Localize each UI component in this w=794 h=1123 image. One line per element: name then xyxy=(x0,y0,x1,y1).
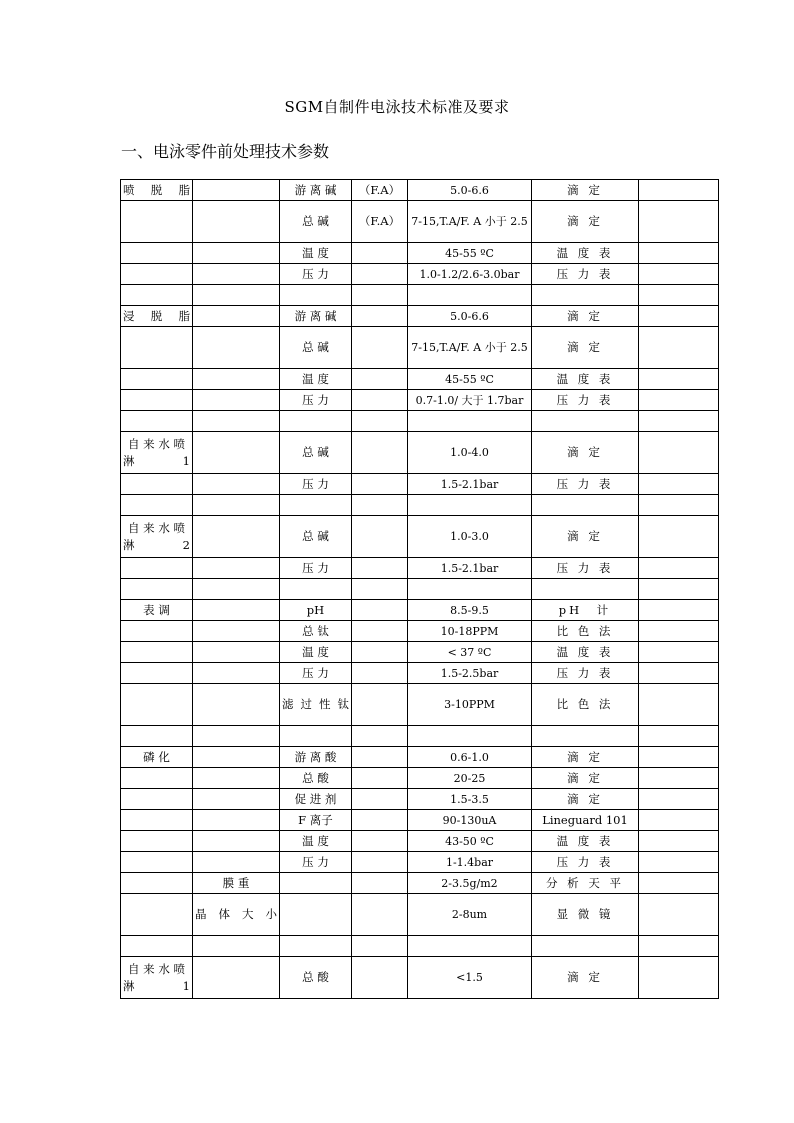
unit-cell xyxy=(352,936,408,957)
parameter-cell xyxy=(280,726,352,747)
unit-cell xyxy=(352,642,408,663)
process-name-cell xyxy=(121,579,193,600)
unit-cell xyxy=(352,789,408,810)
sub-item-cell xyxy=(193,243,280,264)
parameter-cell: 总 酸 xyxy=(280,957,352,999)
process-name-cell xyxy=(121,243,193,264)
unit-cell xyxy=(352,957,408,999)
remark-cell xyxy=(639,873,719,894)
table-row xyxy=(121,327,719,369)
test-method-cell: 滴 定 xyxy=(532,201,639,243)
standard-value-cell: 1.5-3.5 xyxy=(408,789,532,810)
remark-cell xyxy=(639,285,719,306)
table-row xyxy=(121,831,719,852)
unit-cell: （F.A） xyxy=(352,180,408,201)
unit-cell xyxy=(352,726,408,747)
parameter-cell: pH xyxy=(280,600,352,621)
process-name-cell: 自 来 水 喷 淋 1 xyxy=(121,432,193,474)
table-row xyxy=(121,642,719,663)
sub-item-cell xyxy=(193,831,280,852)
table-row xyxy=(121,810,719,831)
test-method-cell xyxy=(532,726,639,747)
sub-item-cell xyxy=(193,936,280,957)
process-name-cell xyxy=(121,201,193,243)
sub-item-cell xyxy=(193,432,280,474)
table-row xyxy=(121,201,719,243)
table-row xyxy=(121,789,719,810)
parameter-cell xyxy=(280,579,352,600)
remark-cell xyxy=(639,621,719,642)
remark-cell xyxy=(639,180,719,201)
parameter-cell xyxy=(280,894,352,936)
remark-cell xyxy=(639,747,719,768)
standard-value-cell xyxy=(408,495,532,516)
process-name-cell xyxy=(121,369,193,390)
sub-item-cell xyxy=(193,390,280,411)
table-row xyxy=(121,516,719,558)
parameter-cell: 总 钛 xyxy=(280,621,352,642)
table-row xyxy=(121,243,719,264)
process-name-cell xyxy=(121,327,193,369)
process-name-cell xyxy=(121,663,193,684)
standard-value-cell: 2-3.5g/m2 xyxy=(408,873,532,894)
standard-value-cell: 0.6-1.0 xyxy=(408,747,532,768)
test-method-cell: 压 力 表 xyxy=(532,852,639,873)
remark-cell xyxy=(639,474,719,495)
table-row xyxy=(121,432,719,474)
unit-cell xyxy=(352,306,408,327)
parameter-cell: 总 碱 xyxy=(280,201,352,243)
table-row xyxy=(121,852,719,873)
process-name-cell: 浸 脱 脂 xyxy=(121,306,193,327)
test-method-cell: 压 力 表 xyxy=(532,264,639,285)
standard-value-cell xyxy=(408,936,532,957)
standard-value-cell: 3-10PPM xyxy=(408,684,532,726)
test-method-cell: 显 微 镜 xyxy=(532,894,639,936)
unit-cell xyxy=(352,600,408,621)
table-row xyxy=(121,621,719,642)
standard-value-cell: 1-1.4bar xyxy=(408,852,532,873)
remark-cell xyxy=(639,894,719,936)
unit-cell xyxy=(352,411,408,432)
remark-cell xyxy=(639,390,719,411)
table-row xyxy=(121,369,719,390)
test-method-cell: 压 力 表 xyxy=(532,558,639,579)
test-method-cell: 滴 定 xyxy=(532,789,639,810)
unit-cell xyxy=(352,747,408,768)
unit-cell xyxy=(352,873,408,894)
process-name-cell xyxy=(121,873,193,894)
table-row xyxy=(121,306,719,327)
process-name-cell xyxy=(121,474,193,495)
standard-value-cell: 5.0-6.6 xyxy=(408,180,532,201)
test-method-cell: 滴 定 xyxy=(532,747,639,768)
sub-item-cell xyxy=(193,558,280,579)
process-name-cell xyxy=(121,558,193,579)
unit-cell xyxy=(352,243,408,264)
remark-cell xyxy=(639,201,719,243)
sub-item-cell xyxy=(193,201,280,243)
remark-cell xyxy=(639,789,719,810)
sub-item-cell xyxy=(193,306,280,327)
remark-cell xyxy=(639,642,719,663)
process-name-cell xyxy=(121,852,193,873)
standard-value-cell: 1.5-2.5bar xyxy=(408,663,532,684)
standard-value-cell: 10-18PPM xyxy=(408,621,532,642)
test-method-cell: 比 色 法 xyxy=(532,684,639,726)
test-method-cell: 滴 定 xyxy=(532,180,639,201)
standard-value-cell: 20-25 xyxy=(408,768,532,789)
standard-value-cell: 1.0-3.0 xyxy=(408,516,532,558)
standard-value-cell: 7-15,T.A/F. A 小于 2.5 xyxy=(408,201,532,243)
parameter-cell: 温 度 xyxy=(280,369,352,390)
parameter-cell: 促 进 剂 xyxy=(280,789,352,810)
parameter-cell: 总 碱 xyxy=(280,327,352,369)
remark-cell xyxy=(639,726,719,747)
standard-value-cell xyxy=(408,285,532,306)
remark-cell xyxy=(639,432,719,474)
test-method-cell: pH 计 xyxy=(532,600,639,621)
unit-cell: （F.A） xyxy=(352,201,408,243)
remark-cell xyxy=(639,579,719,600)
section-heading: 一、电泳零件前处理技术参数 xyxy=(121,142,330,161)
remark-cell xyxy=(639,264,719,285)
parameter-cell xyxy=(280,936,352,957)
test-method-cell xyxy=(532,579,639,600)
process-name-cell xyxy=(121,684,193,726)
process-name-cell xyxy=(121,495,193,516)
table-row xyxy=(121,684,719,726)
process-name-cell: 自 来 水 喷 淋 2 xyxy=(121,516,193,558)
parameter-cell: 温 度 xyxy=(280,243,352,264)
sub-item-cell: 膜 重 xyxy=(193,873,280,894)
remark-cell xyxy=(639,663,719,684)
sub-item-cell xyxy=(193,495,280,516)
remark-cell xyxy=(639,369,719,390)
standard-value-cell xyxy=(408,726,532,747)
table-row xyxy=(121,495,719,516)
test-method-cell: 滴 定 xyxy=(532,957,639,999)
test-method-cell xyxy=(532,285,639,306)
test-method-cell: 温 度 表 xyxy=(532,243,639,264)
unit-cell xyxy=(352,852,408,873)
process-name-cell: 喷 脱 脂 xyxy=(121,180,193,201)
standard-value-cell: 2-8um xyxy=(408,894,532,936)
process-name-cell xyxy=(121,894,193,936)
remark-cell xyxy=(639,852,719,873)
remark-cell xyxy=(639,831,719,852)
table-row xyxy=(121,558,719,579)
parameter-cell: 温 度 xyxy=(280,642,352,663)
process-name-cell: 表 调 xyxy=(121,600,193,621)
unit-cell xyxy=(352,684,408,726)
test-method-cell xyxy=(532,411,639,432)
remark-cell xyxy=(639,516,719,558)
parameter-cell: 游 离 碱 xyxy=(280,306,352,327)
document-title: SGM自制件电泳技术标准及要求 xyxy=(284,98,510,116)
unit-cell xyxy=(352,495,408,516)
test-method-cell: Lineguard 101 xyxy=(532,810,639,831)
process-name-cell xyxy=(121,390,193,411)
table-row xyxy=(121,873,719,894)
sub-item-cell xyxy=(193,726,280,747)
unit-cell xyxy=(352,831,408,852)
test-method-cell: 滴 定 xyxy=(532,327,639,369)
sub-item-cell xyxy=(193,663,280,684)
process-name-cell xyxy=(121,264,193,285)
remark-cell xyxy=(639,306,719,327)
standard-value-cell: 1.0-1.2/2.6-3.0bar xyxy=(408,264,532,285)
process-parameter-table xyxy=(120,179,719,999)
unit-cell xyxy=(352,285,408,306)
parameter-cell xyxy=(280,285,352,306)
test-method-cell: 温 度 表 xyxy=(532,642,639,663)
test-method-cell: 比 色 法 xyxy=(532,621,639,642)
sub-item-cell xyxy=(193,789,280,810)
standard-value-cell: 1.5-2.1bar xyxy=(408,558,532,579)
process-name-cell: 磷 化 xyxy=(121,747,193,768)
remark-cell xyxy=(639,957,719,999)
remark-cell xyxy=(639,495,719,516)
standard-value-cell xyxy=(408,579,532,600)
remark-cell xyxy=(639,243,719,264)
table-row xyxy=(121,180,719,201)
test-method-cell: 压 力 表 xyxy=(532,663,639,684)
sub-item-cell xyxy=(193,516,280,558)
parameter-cell: 压 力 xyxy=(280,852,352,873)
unit-cell xyxy=(352,621,408,642)
table-row xyxy=(121,894,719,936)
standard-value-cell: <1.5 xyxy=(408,957,532,999)
parameter-cell: 总 碱 xyxy=(280,432,352,474)
sub-item-cell xyxy=(193,957,280,999)
unit-cell xyxy=(352,369,408,390)
unit-cell xyxy=(352,390,408,411)
table-row xyxy=(121,390,719,411)
standard-value-cell: 43-50 ºC xyxy=(408,831,532,852)
table-row xyxy=(121,768,719,789)
remark-cell xyxy=(639,768,719,789)
test-method-cell: 分 析 天 平 xyxy=(532,873,639,894)
process-name-cell xyxy=(121,285,193,306)
sub-item-cell: 晶 体 大 小 xyxy=(193,894,280,936)
parameter-cell: 游 离 碱 xyxy=(280,180,352,201)
test-method-cell: 温 度 表 xyxy=(532,369,639,390)
process-name-cell xyxy=(121,768,193,789)
process-name-cell xyxy=(121,831,193,852)
table-row xyxy=(121,474,719,495)
table-row xyxy=(121,411,719,432)
test-method-cell: 滴 定 xyxy=(532,516,639,558)
sub-item-cell xyxy=(193,642,280,663)
sub-item-cell xyxy=(193,369,280,390)
process-name-cell: 自 来 水 喷 淋 1 xyxy=(121,957,193,999)
unit-cell xyxy=(352,432,408,474)
parameter-cell: 滤 过 性 钛 xyxy=(280,684,352,726)
unit-cell xyxy=(352,327,408,369)
sub-item-cell xyxy=(193,600,280,621)
standard-value-cell: 90-130uA xyxy=(408,810,532,831)
sub-item-cell xyxy=(193,327,280,369)
sub-item-cell xyxy=(193,579,280,600)
unit-cell xyxy=(352,810,408,831)
table-row xyxy=(121,936,719,957)
parameter-cell: 游 离 酸 xyxy=(280,747,352,768)
sub-item-cell xyxy=(193,747,280,768)
test-method-cell xyxy=(532,936,639,957)
process-name-cell xyxy=(121,810,193,831)
table-row xyxy=(121,747,719,768)
sub-item-cell xyxy=(193,474,280,495)
sub-item-cell xyxy=(193,852,280,873)
sub-item-cell xyxy=(193,684,280,726)
process-name-cell xyxy=(121,411,193,432)
remark-cell xyxy=(639,810,719,831)
unit-cell xyxy=(352,264,408,285)
remark-cell xyxy=(639,936,719,957)
parameter-cell xyxy=(280,873,352,894)
sub-item-cell xyxy=(193,180,280,201)
parameter-cell: 压 力 xyxy=(280,390,352,411)
parameter-cell: 压 力 xyxy=(280,663,352,684)
parameter-cell: 总 碱 xyxy=(280,516,352,558)
standard-value-cell: 8.5-9.5 xyxy=(408,600,532,621)
unit-cell xyxy=(352,558,408,579)
remark-cell xyxy=(639,327,719,369)
standard-value-cell: 0.7-1.0/ 大于 1.7bar xyxy=(408,390,532,411)
test-method-cell: 温 度 表 xyxy=(532,831,639,852)
parameter-cell: 温 度 xyxy=(280,831,352,852)
sub-item-cell xyxy=(193,411,280,432)
unit-cell xyxy=(352,663,408,684)
table-row xyxy=(121,264,719,285)
test-method-cell: 滴 定 xyxy=(532,432,639,474)
process-name-cell xyxy=(121,936,193,957)
process-name-cell xyxy=(121,726,193,747)
standard-value-cell: 1.0-4.0 xyxy=(408,432,532,474)
remark-cell xyxy=(639,600,719,621)
unit-cell xyxy=(352,579,408,600)
standard-value-cell: 7-15,T.A/F. A 小于 2.5 xyxy=(408,327,532,369)
parameter-cell: 总 酸 xyxy=(280,768,352,789)
sub-item-cell xyxy=(193,810,280,831)
parameter-cell: 压 力 xyxy=(280,474,352,495)
remark-cell xyxy=(639,558,719,579)
table-row xyxy=(121,726,719,747)
standard-value-cell: 1.5-2.1bar xyxy=(408,474,532,495)
table-row xyxy=(121,600,719,621)
unit-cell xyxy=(352,474,408,495)
standard-value-cell: 45-55 ºC xyxy=(408,369,532,390)
unit-cell xyxy=(352,894,408,936)
sub-item-cell xyxy=(193,285,280,306)
process-name-cell xyxy=(121,789,193,810)
parameter-cell: F 离子 xyxy=(280,810,352,831)
standard-value-cell: 45-55 ºC xyxy=(408,243,532,264)
unit-cell xyxy=(352,516,408,558)
table-row xyxy=(121,957,719,999)
process-name-cell xyxy=(121,642,193,663)
test-method-cell: 滴 定 xyxy=(532,768,639,789)
table-row xyxy=(121,663,719,684)
unit-cell xyxy=(352,768,408,789)
parameter-cell: 压 力 xyxy=(280,558,352,579)
sub-item-cell xyxy=(193,768,280,789)
process-name-cell xyxy=(121,621,193,642)
remark-cell xyxy=(639,411,719,432)
table-row xyxy=(121,285,719,306)
standard-value-cell xyxy=(408,411,532,432)
standard-value-cell: < 37 ºC xyxy=(408,642,532,663)
table-row xyxy=(121,579,719,600)
standard-value-cell: 5.0-6.6 xyxy=(408,306,532,327)
test-method-cell xyxy=(532,495,639,516)
sub-item-cell xyxy=(193,621,280,642)
remark-cell xyxy=(639,684,719,726)
parameter-cell: 压 力 xyxy=(280,264,352,285)
test-method-cell: 压 力 表 xyxy=(532,474,639,495)
test-method-cell: 压 力 表 xyxy=(532,390,639,411)
parameter-cell xyxy=(280,495,352,516)
sub-item-cell xyxy=(193,264,280,285)
test-method-cell: 滴 定 xyxy=(532,306,639,327)
parameter-cell xyxy=(280,411,352,432)
